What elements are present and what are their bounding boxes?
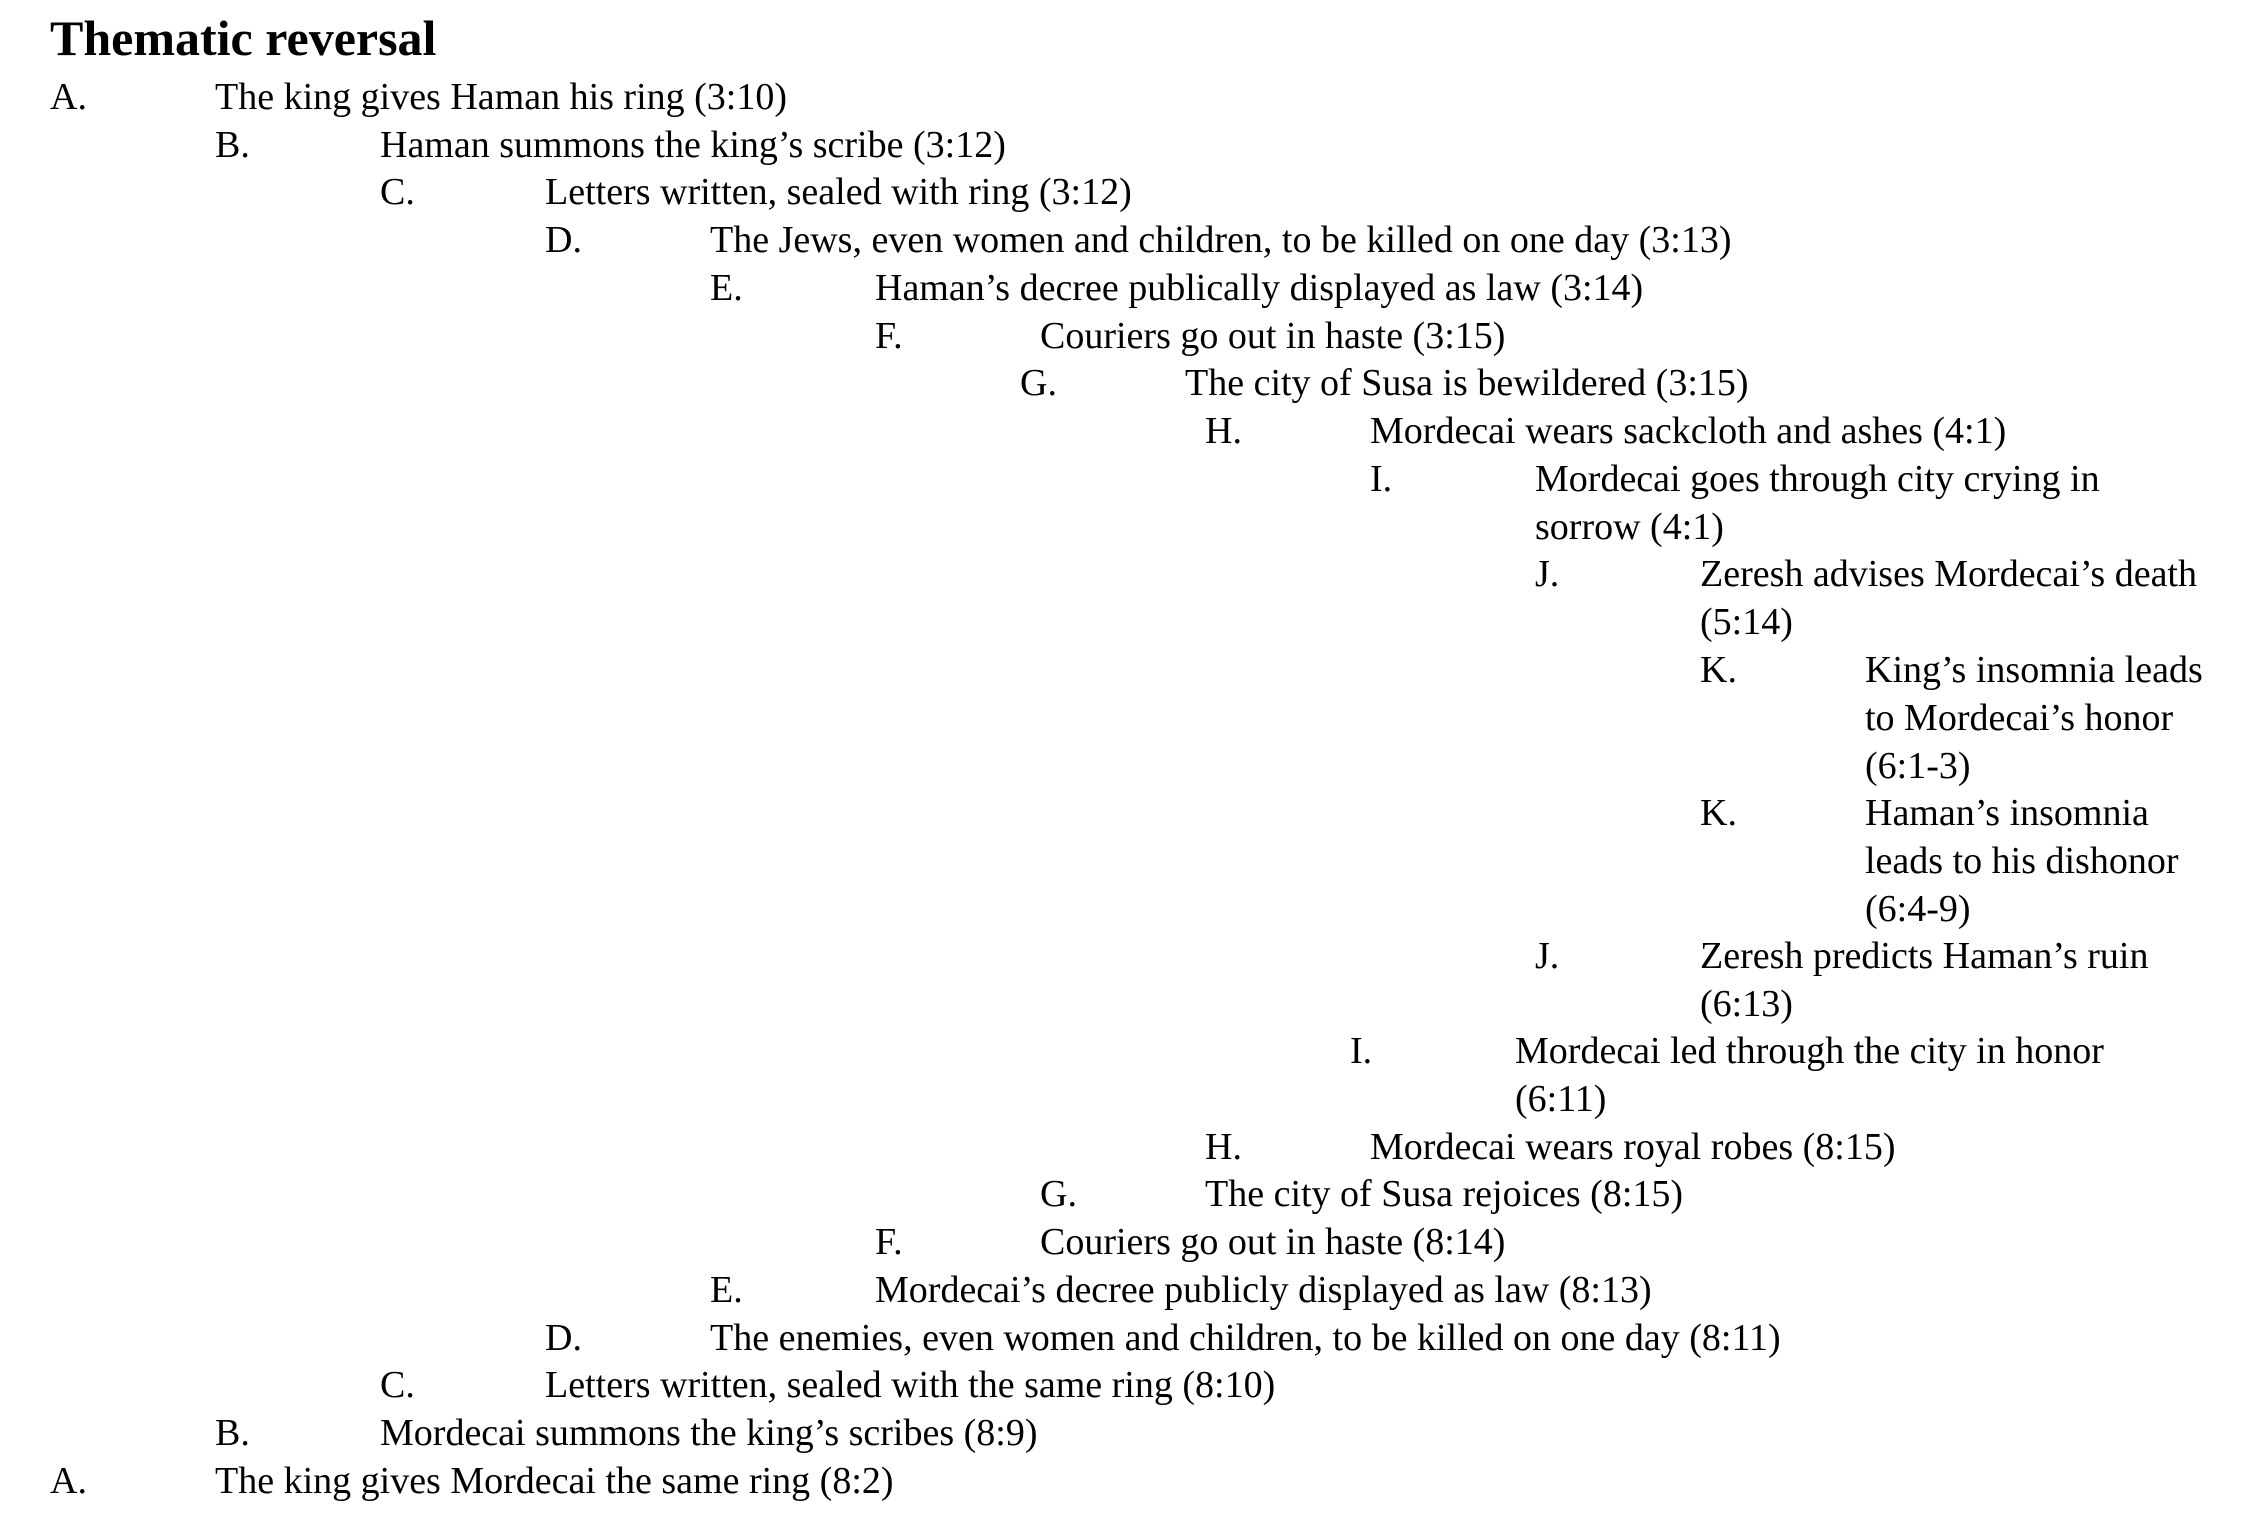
outline-text: King’s insomnia leads to Mordecai’s honor (6:1-3) [1865, 649, 2203, 787]
outline-text: Couriers go out in haste (8:14) [1040, 1221, 1506, 1263]
outline-label: F. [875, 315, 903, 357]
outline-label: G. [1020, 362, 1057, 404]
page-title: Thematic reversal [50, 10, 437, 66]
outline-text: Haman’s decree publically displayed as law (3:14) [875, 267, 1644, 309]
outline-text: Letters written, sealed with the same ring (8:10) [545, 1364, 1276, 1406]
outline-text: Haman’s insomnia leads to his dishonor (6:4-9) [1865, 792, 2179, 930]
outline-label: A. [50, 1460, 87, 1502]
outline-label: B. [215, 124, 250, 166]
outline-text: Letters written, sealed with ring (3:12) [545, 171, 1132, 213]
outline-text: The king gives Haman his ring (3:10) [215, 76, 788, 118]
outline-text: Mordecai led through the city in honor (6:11) [1515, 1030, 2104, 1120]
outline-text: Mordecai wears sackcloth and ashes (4:1) [1370, 410, 2007, 452]
outline-label: J. [1535, 935, 1560, 977]
outline-text: The city of Susa is bewildered (3:15) [1185, 362, 1749, 404]
outline-label: C. [380, 1364, 415, 1406]
outline-text: The king gives Mordecai the same ring (8:2) [215, 1460, 894, 1502]
outline-label: E. [710, 1269, 743, 1311]
outline-label: D. [545, 1317, 582, 1359]
outline-label: I. [1370, 458, 1393, 500]
outline-text: Haman summons the king’s scribe (3:12) [380, 124, 1006, 166]
outline-text: Mordecai wears royal robes (8:15) [1370, 1126, 1896, 1168]
outline-label: A. [50, 76, 87, 118]
outline-label: H. [1205, 1126, 1242, 1168]
outline-text: Mordecai’s decree publicly displayed as law (8:13) [875, 1269, 1652, 1311]
outline-text: Mordecai goes through city crying in sorrow (4:1) [1535, 458, 2100, 548]
outline-text: Zeresh advises Mordecai’s death (5:14) [1700, 553, 2197, 643]
outline-label: D. [545, 219, 582, 261]
outline-label: K. [1700, 649, 1737, 691]
outline-label: C. [380, 171, 415, 213]
outline-text: The Jews, even women and children, to be killed on one day (3:13) [710, 219, 1732, 261]
outline-label: H. [1205, 410, 1242, 452]
outline-label: E. [710, 267, 743, 309]
outline-label: J. [1535, 553, 1560, 595]
outline-label: G. [1040, 1173, 1077, 1215]
outline-text: Couriers go out in haste (3:15) [1040, 315, 1506, 357]
outline-label: F. [875, 1221, 903, 1263]
outline-label: I. [1350, 1030, 1373, 1072]
outline-text: The city of Susa rejoices (8:15) [1205, 1173, 1684, 1215]
outline-text: The enemies, even women and children, to be killed on one day (8:11) [710, 1317, 1781, 1359]
outline-label: K. [1700, 792, 1737, 834]
outline-label: B. [215, 1412, 250, 1454]
outline-text: Mordecai summons the king’s scribes (8:9) [380, 1412, 1038, 1454]
outline-text: Zeresh predicts Haman’s ruin (6:13) [1700, 935, 2149, 1025]
